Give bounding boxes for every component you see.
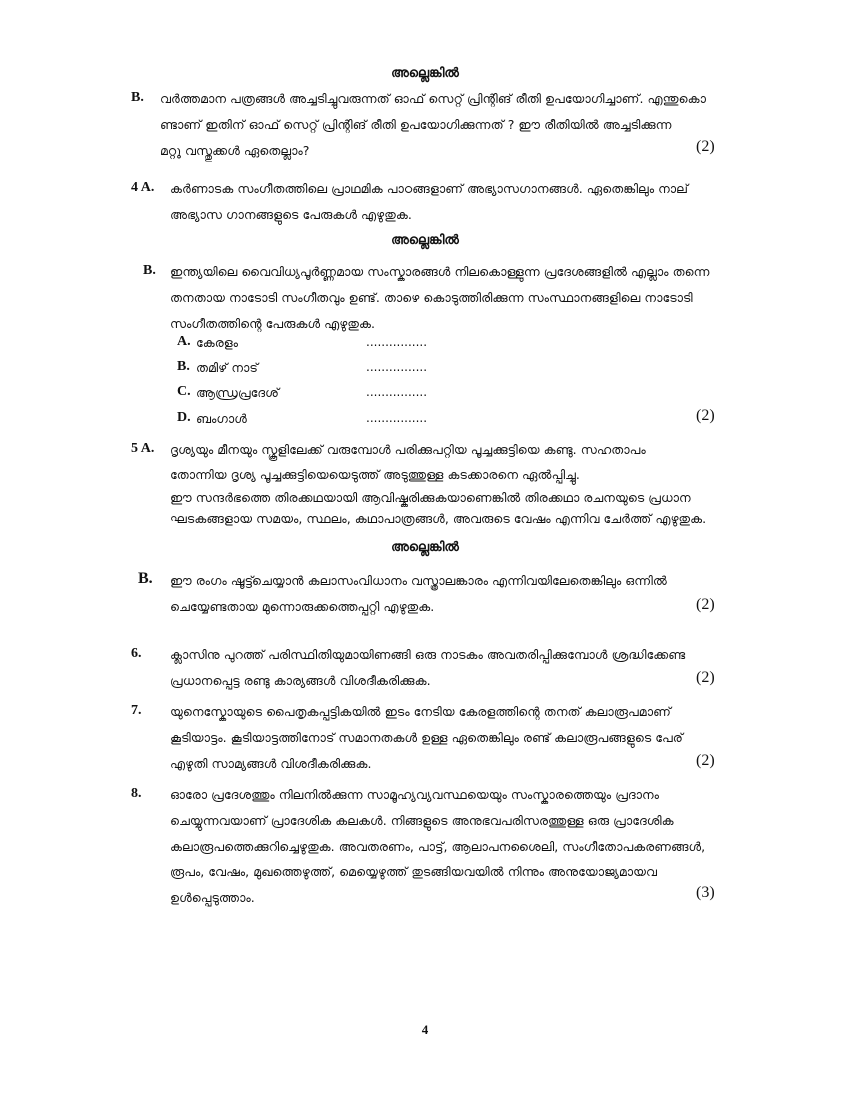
q7-line: യുനെസ്കോയുടെ പൈതൃകപ്പട്ടികയിൽ ഇടം നേടിയ കേരളത്തിന്റെ തനത് കലാരൂപമാണ്: [170, 704, 671, 719]
q4b-option-label: C.: [177, 384, 191, 399]
or-heading: അല്ലെങ്കിൽ: [391, 233, 459, 248]
q5a-line: ദൃശ്യയും മീനയും സ്കൂളിലേക്ക് വരുമ്പോൾ പരിക്കുപറ്റിയ പൂച്ചക്കുട്ടിയെ കണ്ടു. സഹതാപം: [170, 442, 646, 457]
q5a-line: ഘടകങ്ങളായ സമയം, സ്ഥലം, കഥാപാത്രങ്ങൾ, അവരുടെ വേഷം എന്നിവ ചേർത്ത് എഴുതുക.: [170, 511, 707, 526]
q4b-option-label: A.: [177, 334, 191, 349]
q4b-option-text: ബംഗാൾ: [196, 411, 247, 426]
q4b-option-blank: ................: [366, 411, 428, 425]
q8-line: ഓരോ പ്രദേശത്തും നിലനിൽക്കുന്ന സാമൂഹ്യവ്യവസ്ഥയെയും സംസ്കാരത്തെയും പ്രദാനം: [170, 787, 660, 802]
q4a-line: അഭ്യാസ ഗാനങ്ങളുടെ പേരുകൾ എഴുതുക.: [170, 207, 412, 222]
q4b-option-text: തമിഴ് നാട്: [196, 360, 258, 375]
q7-line: കൂടിയാട്ടം. കൂടിയാട്ടത്തിനോട് സമാനതകൾ ഉള്ള ഏതെങ്കിലും രണ്ട് കലാരൂപങ്ങളുടെ പേര്: [170, 730, 683, 745]
q4b-label: B.: [143, 263, 156, 278]
q8-line: ഉൾപ്പെടുത്താം.: [170, 890, 255, 905]
q5a-line: ഈ സന്ദർഭത്തെ തിരക്കഥയായി ആവിഷ്കരിക്കുകയാണെങ്കിൽ തിരക്കഥാ രചനയുടെ പ്രധാന: [170, 490, 691, 505]
q7-marks: (2): [696, 752, 715, 769]
q7-label: 7.: [131, 703, 142, 718]
or-heading: അല്ലെങ്കിൽ: [391, 66, 459, 81]
q3b-line: മറ്റു വസ്തുക്കൾ ഏതെല്ലാം?: [160, 143, 310, 158]
q4a-line: കർണാടക സംഗീതത്തിലെ പ്രാഥമിക പാഠങ്ങളാണ് അഭ്യാസഗാനങ്ങൾ. ഏതെങ്കിലും നാല്: [170, 181, 689, 196]
q6-label: 6.: [131, 646, 142, 661]
q8-line: കലാരൂപത്തെക്കുറിച്ചെഴുതുക. അവതരണം, പാട്ട്, ആലാപനശൈലി, സംഗീതോപകരണങ്ങൾ,: [170, 839, 706, 854]
q7-line: എഴുതി സാമ്യങ്ങൾ വിശദീകരിക്കുക.: [170, 756, 372, 771]
q4b-option-text: ആന്ധ്രപ്രദേശ്: [196, 385, 280, 400]
q5a-label: 5 A.: [131, 441, 155, 456]
q3b-label: B.: [131, 90, 144, 105]
q8-marks: (3): [696, 884, 715, 901]
q4b-option-label: B.: [177, 359, 190, 374]
q5b-line: ഈ രംഗം ഷൂട്ട്ചെയ്യാൻ കലാസംവിധാനം വസ്ത്രാലങ്കാരം എന്നിവയിലേതെങ്കിലും ഒന്നിൽ: [170, 573, 667, 588]
q6-marks: (2): [696, 669, 715, 686]
q6-line: ക്ലാസിനു പുറത്ത് പരിസ്ഥിതിയുമായിണങ്ങി ഒരു നാടകം അവതരിപ്പിക്കുമ്പോൾ ശ്രദ്ധിക്കേണ്ട: [170, 647, 686, 662]
q6-line: പ്രധാനപ്പെട്ട രണ്ടു കാര്യങ്ങൾ വിശദീകരിക്കുക.: [170, 673, 431, 688]
q5b-line: ചെയ്യേണ്ടതായ മുന്നൊരുക്കത്തെപ്പറ്റി എഴുതുക.: [170, 599, 435, 614]
q4b-option-blank: ................: [366, 360, 428, 374]
q3b-line: വർത്തമാന പത്രങ്ങൾ അച്ചടിച്ചുവരുന്നത് ഓഫ് സെറ്റ് പ്രിന്റിങ് രീതി ഉപയോഗിച്ചാണ്. എന്തുകൊ: [160, 91, 706, 106]
q4b-option-blank: ................: [366, 335, 428, 349]
q5b-label: B.: [138, 570, 153, 587]
q8-label: 8.: [131, 786, 142, 801]
q8-line: രൂപം, വേഷം, മുഖത്തെഴുത്ത്, മെയ്യെഴുത്ത് തുടങ്ങിയവയിൽ നിന്നും അനുയോജ്യമായവ: [170, 864, 658, 879]
q3b-marks: (2): [696, 138, 715, 155]
q4b-option-text: കേരളം: [196, 335, 239, 350]
or-heading: അല്ലെങ്കിൽ: [391, 540, 459, 555]
q4b-line: തനതായ നാടോടി സംഗീതവും ഉണ്ട്. താഴെ കൊടുത്തിരിക്കുന്ന സംസ്ഥാനങ്ങളിലെ നാടോടി: [170, 290, 693, 305]
q5b-marks: (2): [696, 596, 715, 613]
q4a-label: 4 A.: [131, 180, 155, 195]
q4b-marks: (2): [696, 407, 715, 424]
page-number: 4: [421, 1022, 429, 1037]
q8-line: ചെയ്യുന്നവയാണ് പ്രാദേശിക കലകൾ. നിങ്ങളുടെ അനുഭവപരിസരത്തുള്ള ഒരു പ്രാദേശിക: [170, 813, 674, 828]
q4b-line: സംഗീതത്തിന്റെ പേരുകൾ എഴുതുക.: [170, 316, 375, 331]
q4b-line: ഇന്ത്യയിലെ വൈവിധ്യപൂർണ്ണമായ സംസ്കാരങ്ങൾ നിലകൊള്ളുന്ന പ്രദേശങ്ങളിൽ എല്ലാം തന്നെ: [170, 264, 710, 279]
q3b-line: ണ്ടാണ് ഇതിന് ഓഫ് സെറ്റ് പ്രിന്റിങ് രീതി ഉപയോഗിക്കുന്നത് ? ഈ രീതിയിൽ അച്ചടിക്കുന്ന: [160, 117, 672, 132]
q4b-option-label: D.: [177, 410, 191, 425]
q5a-line: തോന്നിയ ദൃശ്യ പൂച്ചക്കുട്ടിയെയെടുത്ത് അടുത്തുള്ള കടക്കാരനെ ഏൽപ്പിച്ചു.: [170, 467, 580, 482]
q4b-option-blank: ................: [366, 385, 428, 399]
